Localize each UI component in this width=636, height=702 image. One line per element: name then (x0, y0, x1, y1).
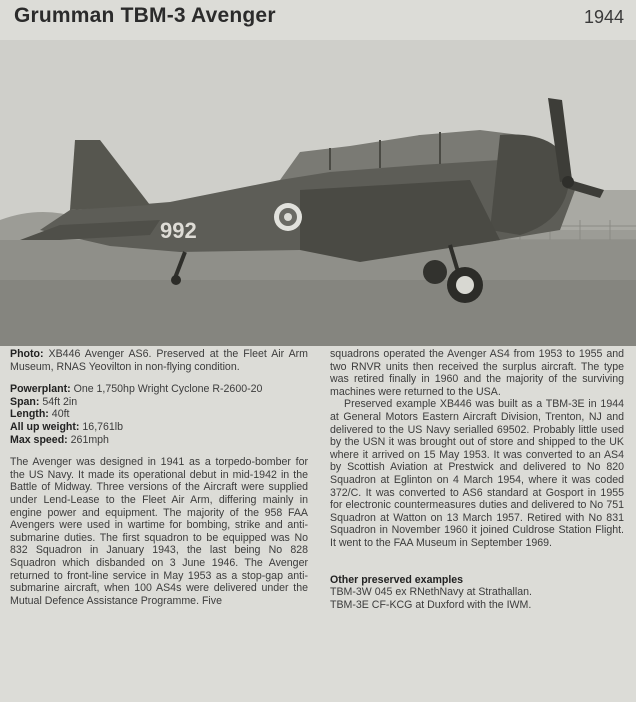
other-example-item: TBM-3E CF-KCG at Duxford with the IWM. (330, 598, 532, 611)
spec-value: 40ft (51, 408, 70, 421)
spec-span (10, 396, 308, 409)
page-title: Grumman TBM-3 Avenger (14, 4, 276, 27)
body-paragraph-history: The Avenger was designed in 1941 as a torpedo-bomber for the US Navy. It made its operational debut in mid-1942 in the Battle of Midway. Three versions of the Aircraft were supplied under Lend-Lease to the Fleet Air Arm, differing mainly in engine power and equipment. The majority of the 958 FAA Avengers were used in wartime for bombing, strike and anti-submarine duties. The first squadron to be equipped was No 832 Squadron in January 1943, the last being No 828 Squadron which disbanded on 3 June 1946. The Avenger returned to front-line service in May 1953 as a stop-gap anti-submarine aircraft, when 100 AS4s were delivered under the Mutual Defence Assistance Programme. Five (10, 456, 308, 607)
spec-value: 261mph (70, 433, 109, 446)
spec-label: Max speed: (10, 433, 68, 446)
aircraft-marking: 992 (160, 218, 197, 243)
spec-list (10, 383, 308, 446)
spec-label: Length: (10, 408, 49, 421)
caption-label: Photo: (10, 348, 44, 360)
spec-value: 54ft 2in (42, 395, 78, 408)
body-paragraph-service: squadrons operated the Avenger AS4 from 1953 to 1955 and two RNVR units then received the surplus aircraft. The type was retired finally in 1960 and the majority of the surviving machines were returned to the USA. (330, 348, 624, 398)
spec-value: One 1,750hp Wright Cyclone R-2600-20 (73, 383, 263, 396)
left-column (10, 348, 308, 607)
body-paragraph-preserved: Preserved example XB446 was built as a TBM-3E in 1944 at General Motors Eastern Aircraft Division, Trenton, NJ and delivered to the US Navy serialled 69502. Probably little used by the USN it was brought out of store and shipped to the UK where it arrived on 15 May 1953. It was converted to an AS4 by Scottish Aviation at Prestwick and delivered to No 820 Squadron at Eglinton on 4 March 1954, where it was coded 372/C. It was converted to AS6 standard at Gosport in 1955 for electronic countermeasures duties and delivered to No 751 Squadron at Watton on 13 March 1957. Retired with No 831 Squadron in November 1960 it joined Culdrose Station Flight. It went to the FAA Museum in September 1969. (330, 398, 624, 549)
caption-text: XB446 Avenger AS6. Preserved at the Fleet Air Arm Museum, RNAS Yeovilton in non-flying condition. (10, 348, 308, 373)
spec-label: Span: (10, 395, 40, 408)
spec-length (10, 408, 308, 421)
spec-weight (10, 421, 308, 434)
right-column (330, 348, 624, 611)
spec-powerplant (10, 383, 308, 396)
other-examples-heading: Other preserved examples (330, 573, 464, 586)
spec-label: All up weight: (10, 420, 80, 433)
spec-speed (10, 434, 308, 447)
other-example-item: TBM-3W 045 ex RNethNavy at Strathallan. (330, 586, 532, 599)
photo-caption (10, 348, 308, 373)
year-label: 1944 (583, 7, 624, 27)
aircraft-photo (0, 40, 636, 346)
spec-label: Powerplant: (10, 383, 71, 396)
spec-value: 16,761lb (82, 420, 124, 433)
